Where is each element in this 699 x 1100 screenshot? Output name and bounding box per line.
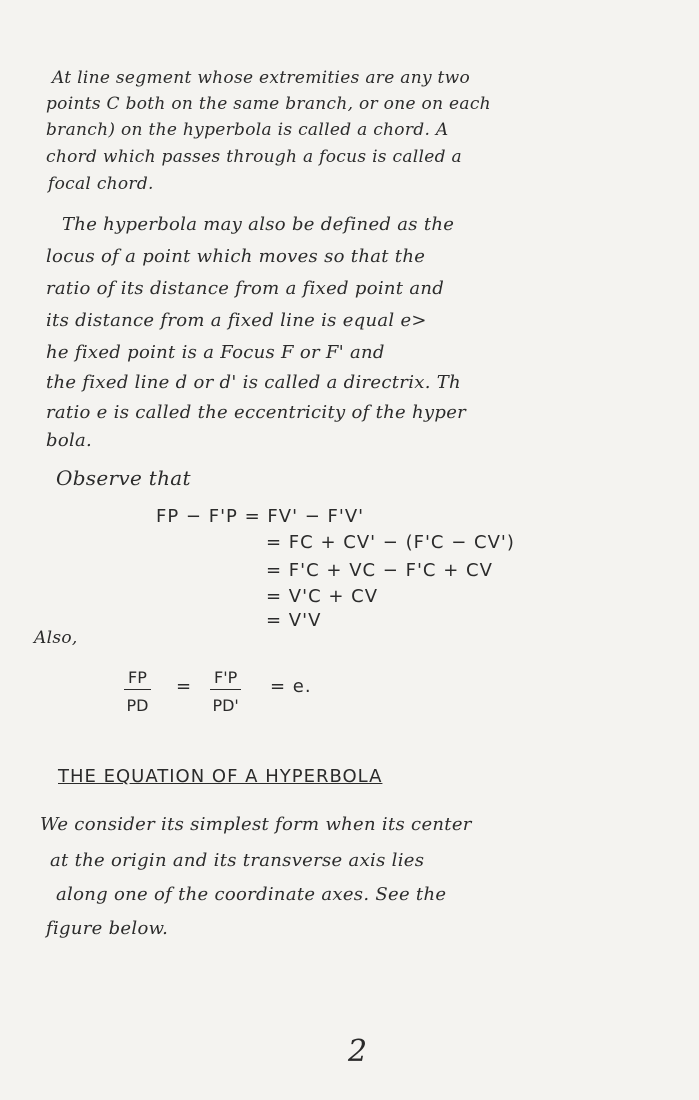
text-line: locus of a point which moves so that the bbox=[46, 246, 426, 267]
text-line: at the origin and its transverse axis lies bbox=[50, 850, 425, 871]
text-line: chord which passes through a focus is called a bbox=[46, 147, 462, 167]
observe-label: Observe that bbox=[56, 466, 191, 490]
text-line: branch) on the hyperbola is called a chord. A bbox=[46, 120, 449, 140]
equation-line: FP − F'P = FV' − F'V' bbox=[156, 506, 365, 527]
also-label: Also, bbox=[34, 628, 78, 648]
text-line: At line segment whose extremities are any two bbox=[52, 68, 471, 88]
fraction-numerator: F'P bbox=[214, 668, 238, 687]
text-line: ratio of its distance from a fixed point and bbox=[46, 278, 445, 299]
equation-line: = F'C + VC − F'C + CV bbox=[266, 560, 493, 581]
equation-line: = V'V bbox=[266, 610, 322, 631]
text-line: figure below. bbox=[46, 918, 169, 939]
equation-line: = V'C + CV bbox=[266, 586, 379, 607]
text-line: We consider its simplest form when its center bbox=[40, 814, 472, 835]
text-line: The hyperbola may also be defined as the bbox=[62, 214, 455, 235]
equation-line: = FC + CV' − (F'C − CV') bbox=[266, 532, 515, 553]
equals-sign: = bbox=[176, 676, 193, 697]
text-line: its distance from a fixed line is equal e> bbox=[46, 310, 427, 331]
text-line: the fixed line d or d' is called a directrix. Th bbox=[46, 372, 461, 393]
fraction-fp-pd bbox=[124, 668, 151, 715]
text-line: ratio e is called the eccentricity of the hyper bbox=[46, 402, 467, 423]
fraction-numerator: FP bbox=[128, 668, 147, 687]
text-line: focal chord. bbox=[48, 174, 154, 194]
page-number: 2 bbox=[348, 1034, 368, 1069]
text-line: points C both on the same branch, or one on each bbox=[46, 94, 491, 114]
text-line: along one of the coordinate axes. See the bbox=[56, 884, 447, 905]
fraction-denominator: PD bbox=[126, 696, 149, 715]
text-line: he fixed point is a Focus F or F' and bbox=[46, 342, 385, 363]
fraction-denominator: PD' bbox=[212, 696, 239, 715]
text-line: bola. bbox=[46, 430, 93, 451]
fraction-fpd-pd bbox=[210, 668, 241, 715]
section-heading: THE EQUATION OF A HYPERBOLA bbox=[58, 766, 383, 787]
ratio-result: = e. bbox=[270, 676, 312, 697]
